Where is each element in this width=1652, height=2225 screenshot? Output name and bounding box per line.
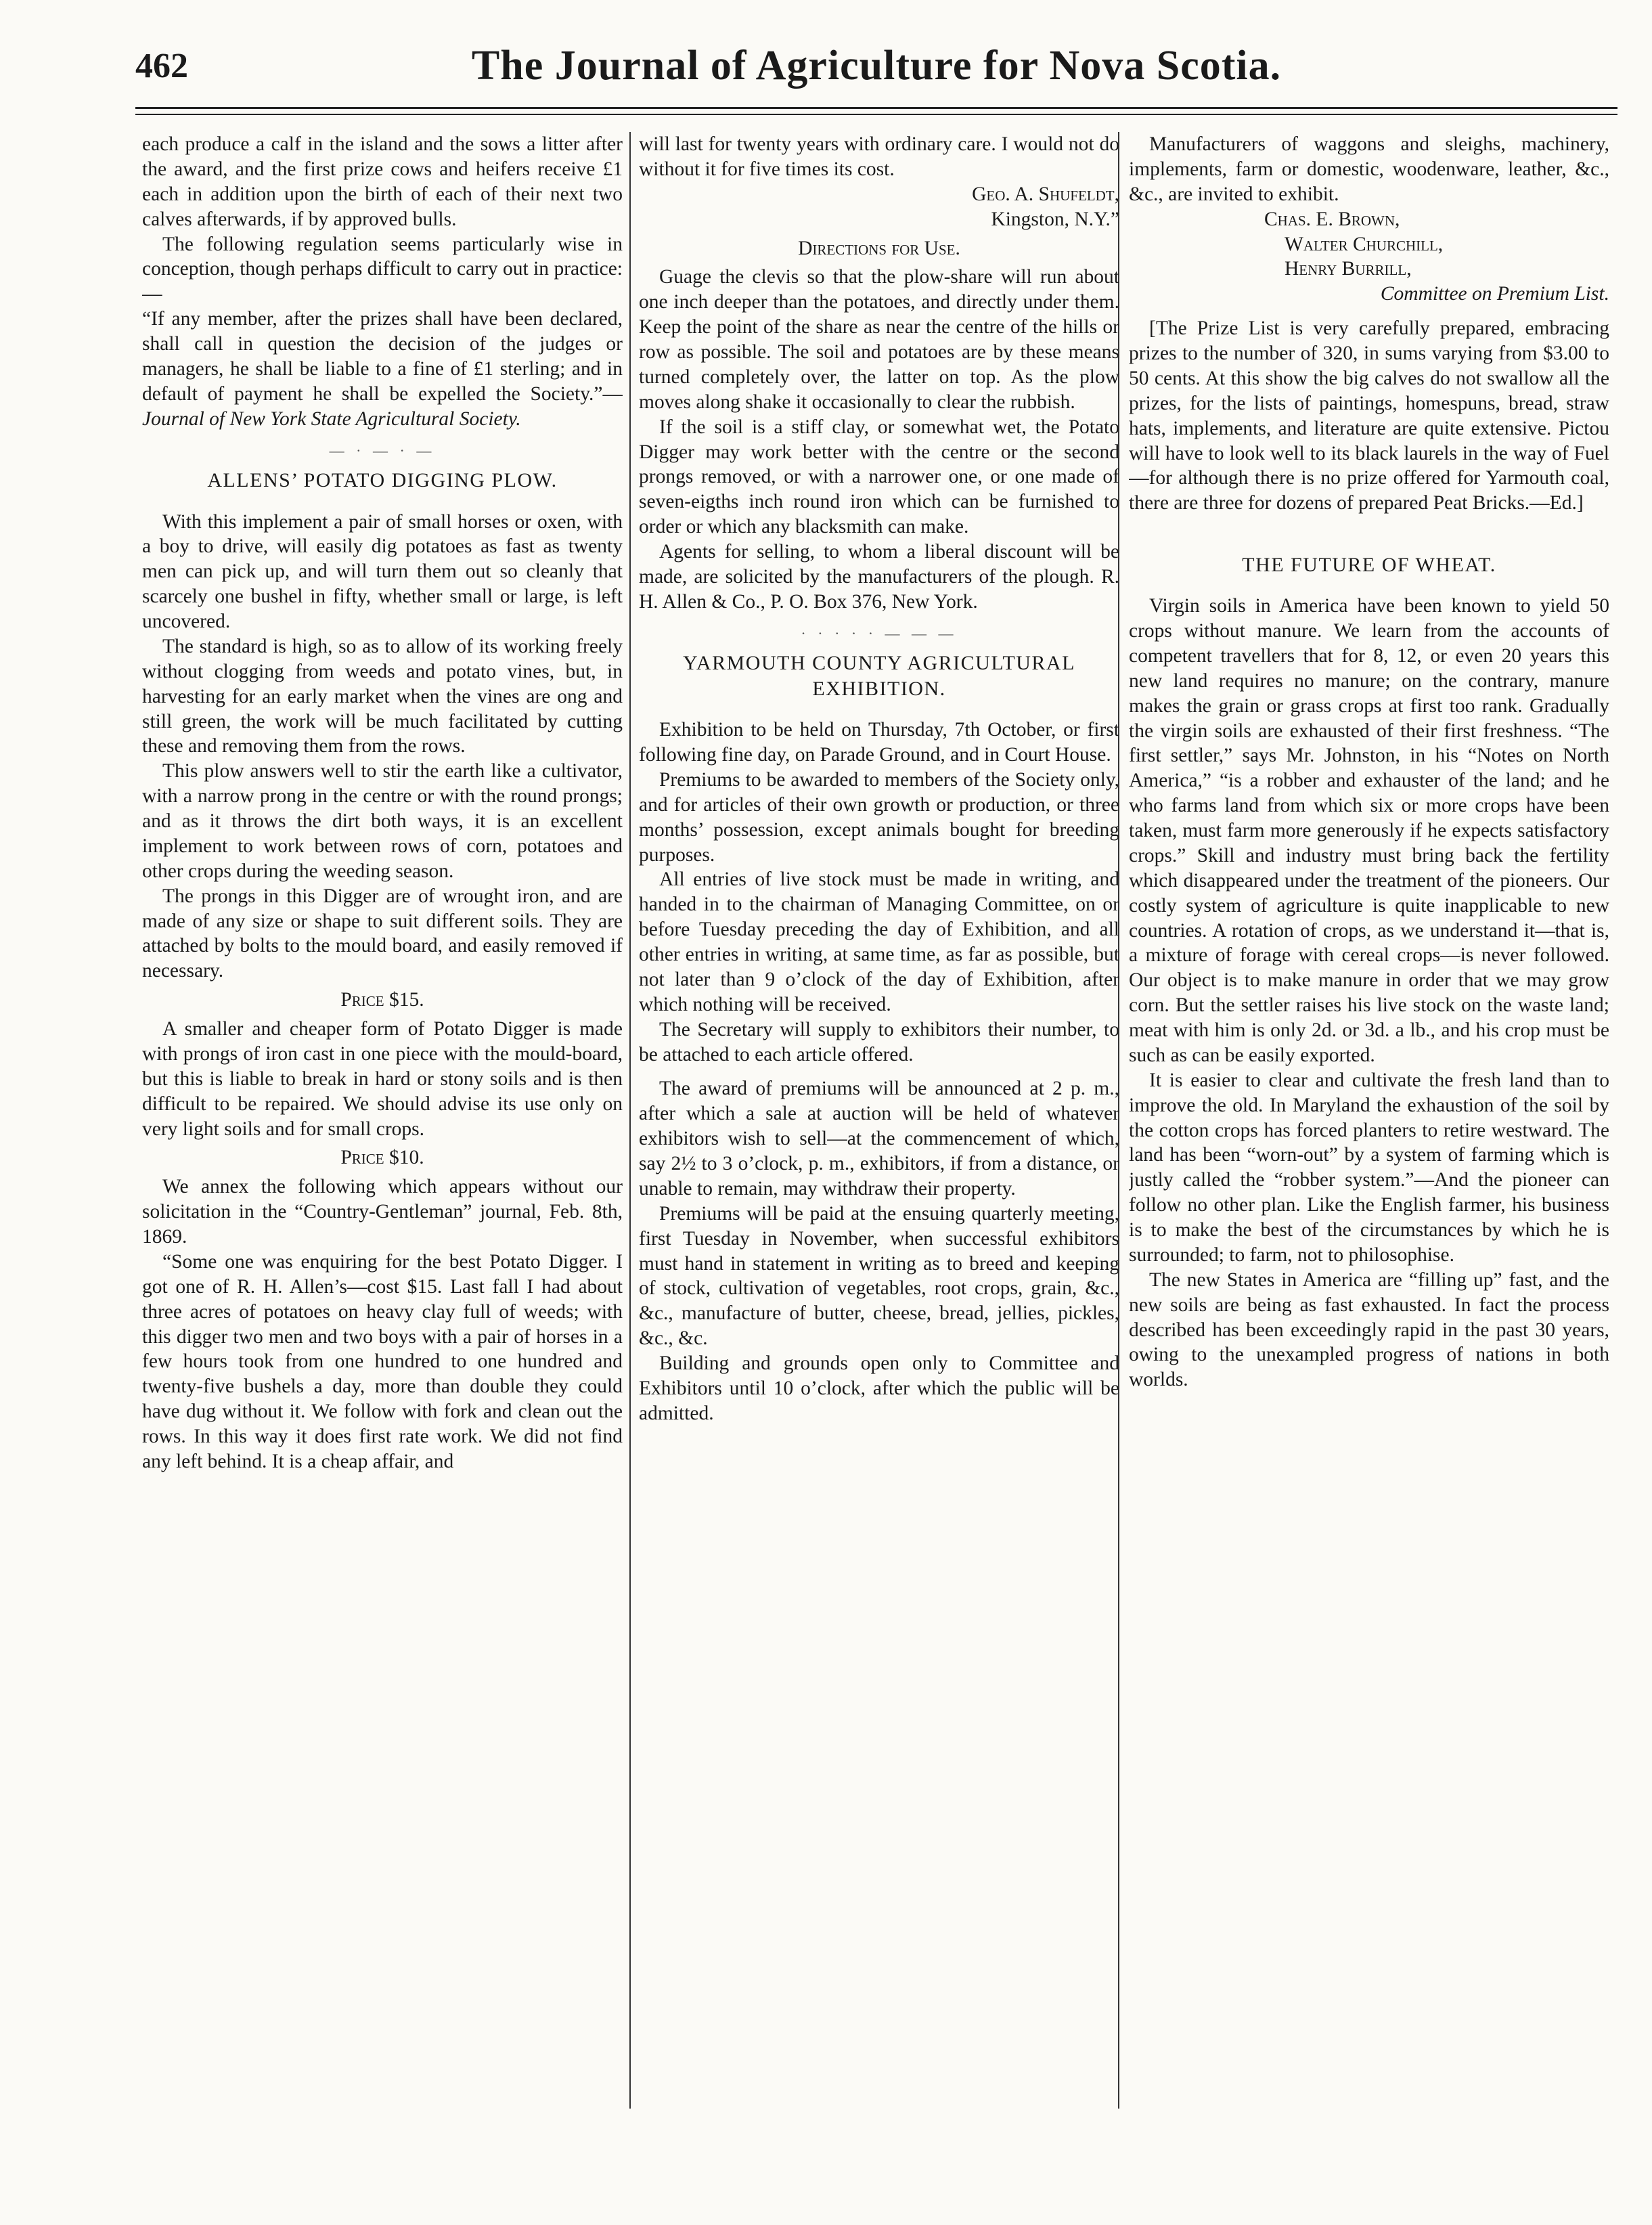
section-title-future-wheat: THE FUTURE OF WHEAT. xyxy=(1242,553,1496,576)
committee-member: Walter Churchill, xyxy=(1285,233,1444,255)
paragraph: The Secretary will supply to exhibitors their number, to be attached to each article offered. xyxy=(639,1018,1119,1065)
subheading-directions: Directions for Use. xyxy=(798,237,960,259)
paragraph: The following regulation seems particularly wise in conception, though perhaps difficult to carry out in practice:— xyxy=(142,233,623,305)
column-right xyxy=(1129,132,1609,2183)
separator: · · · · · — — — xyxy=(801,624,958,642)
price-label: Price $10. xyxy=(340,1147,424,1169)
paragraph xyxy=(142,307,623,431)
paragraph: All entries of live stock must be made in writing, and handed in to the chairman of Managing Committee, on or before Tuesday preceding the day of Exhibition, and all other entries in writing, at same time, as far as possible, but not later than 9 o’clock of the day of Exhibition, after which nothing will be received. xyxy=(639,868,1119,1015)
page-header xyxy=(135,42,1617,103)
paragraph: We annex the following which appears without our solicitation in the “Country-Gentleman” journal, Feb. 8th, 1869. xyxy=(142,1176,623,1248)
paragraph: Premiums will be paid at the ensuing quarterly meeting, first Tuesday in November, when successful exhibitors must hand in statement in writing as to breed and keeping of stock, cultivation of vegetables, root crops, grain, &c., &c., manufacture of butter, cheese, bread, jellies, pickles, &c., &c. xyxy=(639,1202,1119,1350)
quote-text: “If any member, after the prizes shall have been declared, shall call in question the decision of the judges or managers, he shall be liable to a fine of £1 sterling; and in default of payment he shall be expelled the Society.”— xyxy=(142,308,623,405)
paragraph: Building and grounds open only to Committee and Exhibitors until 10 o’clock, after which the public will be admitted. xyxy=(639,1352,1119,1424)
column-divider xyxy=(629,132,631,2109)
paragraph: The new States in America are “filling up” fast, and the new soils are being as fast exhausted. In fact the process described has been exceedingly rapid in the past 30 years, owing to the unexampled progress of nations in both worlds. xyxy=(1129,1269,1609,1391)
signature: Geo. A. Shufeldt, xyxy=(972,183,1119,205)
column-middle xyxy=(639,132,1119,2183)
committee-member: Chas. E. Brown, xyxy=(1264,208,1400,230)
paragraph: The standard is high, so as to allow of its working freely without clogging from weeds and potato vines, but, in harvesting for an early market when the vines are ong and still green, the work will be much facilitated by cutting these and removing them from the rows. xyxy=(142,635,623,757)
page-number: 462 xyxy=(135,47,188,85)
paragraph: Guage the clevis so that the plow-share will run about one inch deeper than the potatoes, and directly under them. Keep the point of the share as near the centre of the hills or row as possible. The soil and potatoes are by these means turned completely over, the latter on top. As the plow moves along shake it occasionally to clear the rubbish. xyxy=(639,266,1119,413)
paragraph: It is easier to clear and cultivate the fresh land than to improve the old. In Maryland the exhaustion of the soil by the cotton crops has forced planters to retire westward. The land has been “worn-out” by a system of farming which is justly called the “robber system.”—And the pioneer can follow no other plan. Like the English farmer, his business is to make the best of the circumstances by which he is surrounded; to farm, not to philosophise. xyxy=(1129,1069,1609,1266)
paragraph: each produce a calf in the island and the sows a litter after the award, and the first prize cows and heifers receive £1 each in addition upon the birth of each of their next two calves afterwards, if by approved bulls. xyxy=(142,133,623,230)
committee-member: Henry Burrill, xyxy=(1285,258,1412,280)
section-title-yarmouth-exhibition: YARMOUTH COUNTY AGRICULTURAL EXHIBITION. xyxy=(683,652,1075,700)
paragraph: [The Prize List is very carefully prepared, embracing prizes to the number of 320, in sums varying from $3.00 to 50 cents. At this show the big calves do not swallow all the prizes, for the lists of paintings, homespuns, bread, straw hats, implements, and literature are quite extensive. Pictou will have to look well to its black laurels in the way of Fuel—for although there is no prize offered for Yarmouth coal, there are three for dozens of prepared Peat Bricks.—Ed.] xyxy=(1129,317,1609,514)
paragraph: Virgin soils in America have been known to yield 50 crops without manure. We learn from the accounts of competent travellers that for 8, 12, or even 20 years this new land requires no manure; on the contrary, manure makes the grain or grass crops at first too rank. Gradually the virgin soils are exhausted of their first freshness. “The first settler,” says Mr. Johnston, in his “Notes on North America,” “is a robber and exhauster of the land; and he who farms land from which six or more crops have been taken, must farm more generously if he expects satisfactory crops.” Skill and industry must bring back the fertility which disappeared under the treatment of the pioneers. Our costly system of agriculture is quite inapplicable to new countries. A rotation of crops, as we understand it—that is, a mixture of forage with cereal crops—is never followed. Our object is to make manure in order that we may grow corn. But the settler raises his live stock on the waste land; meat with him is only 2d. or 3d. a lb., and his crop must be such as can be easily exported. xyxy=(1129,595,1609,1066)
column-left xyxy=(142,132,623,2183)
citation: Journal of New York State Agricultural Society. xyxy=(142,407,521,430)
paragraph: The prongs in this Digger are of wrought iron, and are made of any size or shape to suit different soils. They are attached by bolts to the mould board, and easily removed if necessary. xyxy=(142,885,623,982)
paragraph: Exhibition to be held on Thursday, 7th October, or first following fine day, on Parade Ground, and in Court House. xyxy=(639,719,1119,766)
header-rule-thin xyxy=(135,114,1617,115)
paragraph: Premiums to be awarded to members of the Society only, and for articles of their own growth or production, or three months’ possession, except animals bought for breeding purposes. xyxy=(639,768,1119,866)
separator: — · — · — xyxy=(329,441,436,459)
paragraph: Manufacturers of waggons and sleighs, machinery, implements, farm or domestic, woodenware, leather, &c., &c., are invited to exhibit. xyxy=(1129,133,1609,205)
paragraph: will last for twenty years with ordinary care. I would not do without it for five times its cost. xyxy=(639,133,1119,180)
paragraph: “Some one was enquiring for the best Potato Digger. I got one of R. H. Allen’s—cost $15. Last fall I had about three acres of potatoes on heavy clay full of weeds; with this digger two men and two boys with a pair of horses in a few hours took from one hundred to one hundred and twenty-five bushels a day, more than double they could have dug without it. We follow with fork and clean out the rows. In this way it does first rate work. We did not find any left behind. It is a cheap affair, and xyxy=(142,1250,623,1472)
header-rule-thick xyxy=(135,107,1617,109)
paragraph: If the soil is a stiff clay, or somewhat wet, the Potato Digger may work better with the centre or the second prongs removed, or with a narrower one, or one made of seven-eigths inch round iron which can be furnished to order or which any blacksmith can make. xyxy=(639,416,1119,538)
separator xyxy=(1129,525,1609,544)
price-label: Price $15. xyxy=(340,989,424,1011)
section-title-potato-plow: ALLENS’ POTATO DIGGING PLOW. xyxy=(207,469,558,491)
paragraph: A smaller and cheaper form of Potato Digger is made with prongs of iron cast in one piece with the mould-board, but this is liable to break in hard or stony soils and is then difficult to be repaired. We should advise its use only on very light soils and for small crops. xyxy=(142,1018,623,1140)
paragraph: This plow answers well to stir the earth like a cultivator, with a narrow prong in the centre or with the round prongs; and as it throws the dirt both ways, it is an excellent implement to work between rows of corn, potatoes and other crops during the weeding season. xyxy=(142,760,623,882)
paragraph: The award of premiums will be announced at 2 p. m., after which a sale at auction will be held of whatever exhibitors wish to sell—at the commencement of which, say 2½ to 3 o’clock, p. m., exhibitors, if from a distance, or unable to remain, may withdraw their property. xyxy=(639,1078,1119,1199)
paragraph: With this implement a pair of small horses or oxen, with a boy to drive, will easily dig potatoes as fast as twenty men can pick up, and will turn them out so cleanly that scarcely one bushel in fifty, whether small or large, is left uncovered. xyxy=(142,510,623,632)
signature-place: Kingston, N.Y.” xyxy=(991,208,1119,230)
journal-title: The Journal of Agriculture for Nova Scotia. xyxy=(471,43,1282,89)
committee-label: Committee on Premium List. xyxy=(1380,283,1609,305)
paragraph: Agents for selling, to whom a liberal discount will be made, are solicited by the manufacturers of the plough. R. H. Allen & Co., P. O. Box 376, New York. xyxy=(639,541,1119,613)
